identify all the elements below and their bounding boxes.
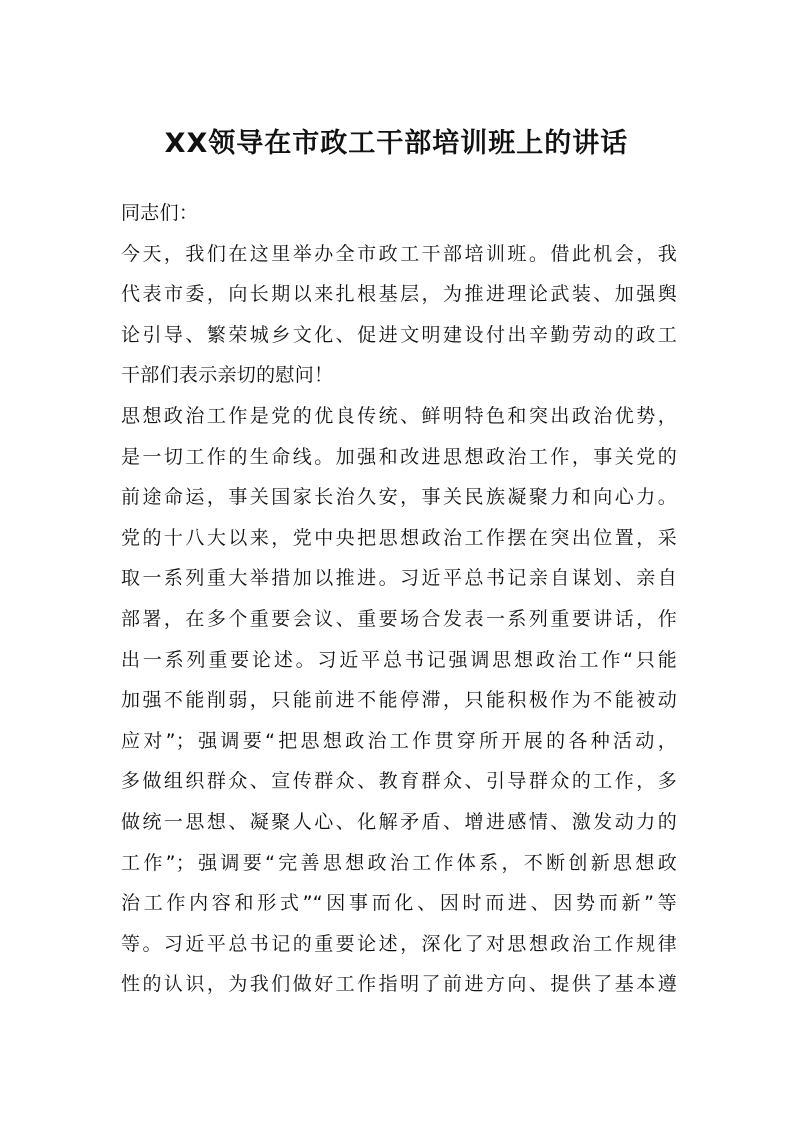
salutation-line: 同志们： — [121, 202, 199, 224]
body-line: 多做组织群众、宣传群众、教育群众、引导群众的工作，多 — [121, 770, 677, 793]
body-line: 前途命运，事关国家长治久安，事关民族凝聚力和向心力。 — [121, 486, 677, 509]
body-line: 部署，在多个重要会议、重要场合发表一系列重要讲话，作 — [121, 607, 677, 630]
body-line: 干部们表示亲切的慰问！ — [121, 364, 334, 387]
body-line: 党的十八大以来，党中央把思想政治工作摆在突出位置，采 — [121, 526, 677, 549]
body-line: 等。习近平总书记的重要论述，深化了对思想政治工作规律 — [121, 932, 677, 955]
body-line: 性的认识，为我们做好工作指明了前进方向、提供了基本遵 — [121, 973, 677, 996]
body-line: 应对”；强调要“把思想政治工作贯穿所开展的各种活动， — [121, 729, 677, 752]
body-line: 做统一思想、凝聚人心、化解矛盾、增进感情、激发动力的 — [121, 810, 677, 833]
body-line: 出一系列重要论述。习近平总书记强调思想政治工作“只能 — [121, 648, 677, 671]
body-line: 代表市委，向长期以来扎根基层，为推进理论武装、加强舆 — [121, 283, 677, 306]
body-line: 取一系列重大举措加以推进。习近平总书记亲自谋划、亲自 — [121, 567, 677, 590]
body-line: 是一切工作的生命线。加强和改进思想政治工作，事关党的 — [121, 445, 677, 468]
body-line: 今天，我们在这里举办全市政工干部培训班。借此机会，我 — [121, 242, 677, 265]
body-line: 加强不能削弱，只能前进不能停滞，只能积极作为不能被动 — [121, 689, 677, 712]
body-line: 治工作内容和形式”“因事而化、因时而进、因势而新”等 — [121, 892, 677, 915]
body-line: 论引导、繁荣城乡文化、促进文明建设付出辛勤劳动的政工 — [121, 323, 677, 346]
document-body — [121, 193, 677, 1005]
document-title: XX领导在市政工干部培训班上的讲话 — [164, 128, 629, 159]
body-line: 工作”；强调要“完善思想政治工作体系，不断创新思想政 — [121, 851, 677, 874]
body-line: 思想政治工作是党的优良传统、鲜明特色和突出政治优势， — [121, 404, 677, 427]
